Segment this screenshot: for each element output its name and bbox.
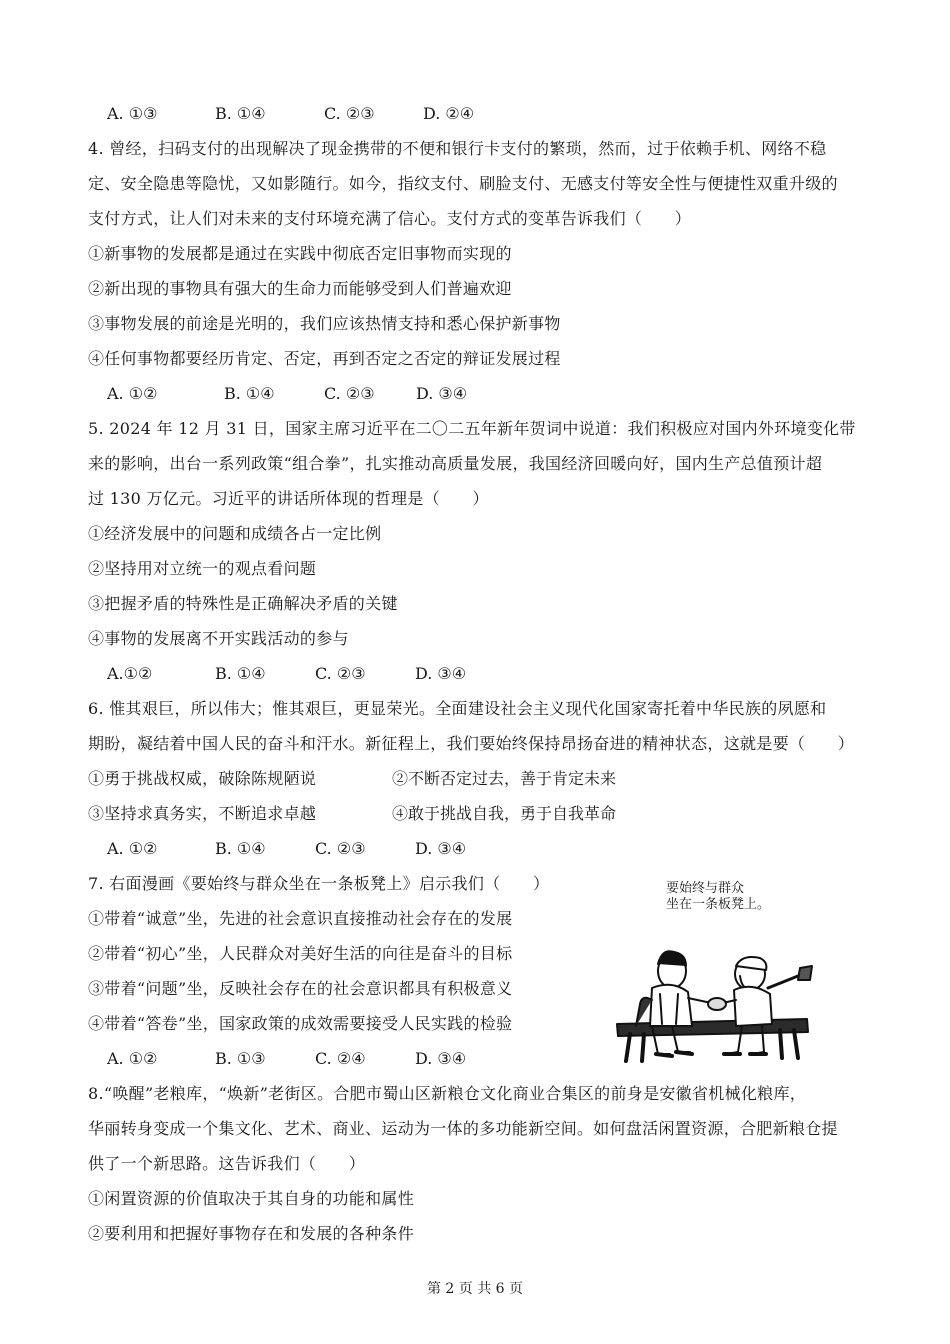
q7-option-d: D. ③④: [415, 1049, 467, 1068]
q6-statement-1: ①勇于挑战权威，破除陈规陋说: [88, 769, 317, 788]
q5-option-c: C. ②③: [315, 664, 366, 683]
q5-statement-3: ③把握矛盾的特殊性是正确解决矛盾的关键: [88, 594, 398, 613]
q6-statement-3: ③坚持求真务实，不断追求卓越: [88, 804, 317, 823]
q4-stem-line-2: 定、安全隐患等隐忧，又如影随行。如今，指纹支付、刷脸支付、无感支付等安全性与便捷性双重升级的: [88, 174, 838, 193]
farmer-figure: [718, 957, 812, 1054]
q5-option-a: A.①②: [107, 664, 153, 683]
q4-option-c: C. ②③: [324, 384, 375, 403]
q3-option-b: B. ①④: [215, 104, 266, 123]
q4-option-d: D. ③④: [416, 384, 468, 403]
q4-stem-line-3: 支付方式，让人们对未来的支付环境充满了信心。支付方式的变革告诉我们（ ）: [88, 209, 692, 228]
q8-stem-line-3: 供了一个新思路。这告诉我们（ ）: [88, 1154, 366, 1173]
q6-option-c: C. ②③: [315, 839, 366, 858]
q5-stem-line-1: 5. 2024 年 12 月 31 日，国家主席习近平在二〇二五年新年贺词中说道：我们积极应对国内外环境变化带: [88, 419, 856, 438]
q7-statement-3: ③带着“问题”坐，反映社会存在的社会意识都具有积极意义: [88, 979, 513, 998]
q5-option-b: B. ①④: [215, 664, 266, 683]
q5-statement-2: ②坚持用对立统一的观点看问题: [88, 559, 317, 578]
q7-option-b: B. ①③: [215, 1049, 266, 1068]
q6-statement-4: ④敢于挑战自我，勇于自我革命: [392, 804, 617, 823]
q8-stem-line-1: 8.“唤醒”老粮库，“焕新”老街区。合肥市蜀山区新粮仓文化商业合集区的前身是安徽省机械化粮库，: [88, 1084, 807, 1103]
q3-option-d: D. ②④: [423, 104, 475, 123]
q7-statement-1: ①带着“诚意”坐，先进的社会意识直接推动社会存在的发展: [88, 909, 513, 928]
handshake: [708, 998, 726, 1010]
q7-option-c: C. ②④: [315, 1049, 366, 1068]
bench-leg-left: [626, 1034, 644, 1061]
q4-statement-3: ③事物发展的前途是光明的，我们应该热情支持和悉心保护新事物: [88, 314, 561, 333]
cartoon-illustration: [612, 876, 817, 1066]
cartoon-caption-line-2: 坐在一条板凳上。: [666, 897, 771, 912]
q7-statement-2: ②带着“初心”坐，人民群众对美好生活的向往是奋斗的目标: [88, 944, 513, 963]
q6-option-d: D. ③④: [415, 839, 467, 858]
q4-statement-4: ④任何事物都要经历肯定、否定，再到否定之否定的辩证发展过程: [88, 349, 561, 368]
q4-option-b: B. ①④: [224, 384, 275, 403]
q5-stem-line-3: 过 130 万亿元。习近平的讲话所体现的哲理是（ ）: [88, 489, 489, 508]
q3-option-c: C. ②③: [324, 104, 375, 123]
q7-stem-line-1: 7. 右面漫画《要始终与群众坐在一条板凳上》启示我们（ ）: [88, 874, 550, 893]
official-figure: [636, 951, 716, 1056]
q6-statement-2: ②不断否定过去，善于肯定未来: [392, 769, 617, 788]
q5-option-d: D. ③④: [415, 664, 467, 683]
q8-statement-1: ①闲置资源的价值取决于其自身的功能和属性: [88, 1189, 415, 1208]
q7-option-a: A. ①②: [107, 1049, 158, 1068]
q5-statement-1: ①经济发展中的问题和成绩各占一定比例: [88, 524, 382, 543]
q6-option-b: B. ①④: [215, 839, 266, 858]
q4-stem-line-1: 4. 曾经，扫码支付的出现解决了现金携带的不便和银行卡支付的繁琐，然而，过于依赖手机、网络不稳: [88, 139, 827, 158]
q3-option-a: A. ①③: [107, 104, 158, 123]
page-footer: 第 2 页 共 6 页: [426, 1281, 524, 1297]
q8-statement-2: ②要利用和把握好事物存在和发展的各种条件: [88, 1224, 415, 1243]
q4-option-a: A. ①②: [107, 384, 158, 403]
q5-stem-line-2: 来的影响，出台一系列政策“组合拳”，扎实推动高质量发展，我国经济回暖向好，国内生产总值预计超: [88, 454, 823, 473]
q4-statement-1: ①新事物的发展都是通过在实践中彻底否定旧事物而实现的: [88, 244, 512, 263]
cartoon-caption-line-1: 要始终与群众: [666, 881, 745, 896]
q6-stem-line-1: 6. 惟其艰巨，所以伟大；惟其艰巨，更显荣光。全面建设社会主义现代化国家寄托着中华民族的夙愿和: [88, 699, 827, 718]
q5-statement-4: ④事物的发展离不开实践活动的参与: [88, 629, 349, 648]
bench-leg-right: [780, 1030, 798, 1058]
q6-stem-line-2: 期盼，凝结着中国人民的奋斗和汗水。新征程上，我们要始终保持昂扬奋进的精神状态，这就是要（ ）: [88, 734, 855, 753]
q6-option-a: A. ①②: [107, 839, 158, 858]
q7-statement-4: ④带着“答卷”坐，国家政策的成效需要接受人民实践的检验: [88, 1014, 513, 1033]
q4-statement-2: ②新出现的事物具有强大的生命力而能够受到人们普遍欢迎: [88, 279, 512, 298]
q8-stem-line-2: 华丽转身变成一个集文化、艺术、商业、运动为一体的多功能新空间。如何盘活闲置资源，合肥新粮仓提: [88, 1119, 838, 1138]
